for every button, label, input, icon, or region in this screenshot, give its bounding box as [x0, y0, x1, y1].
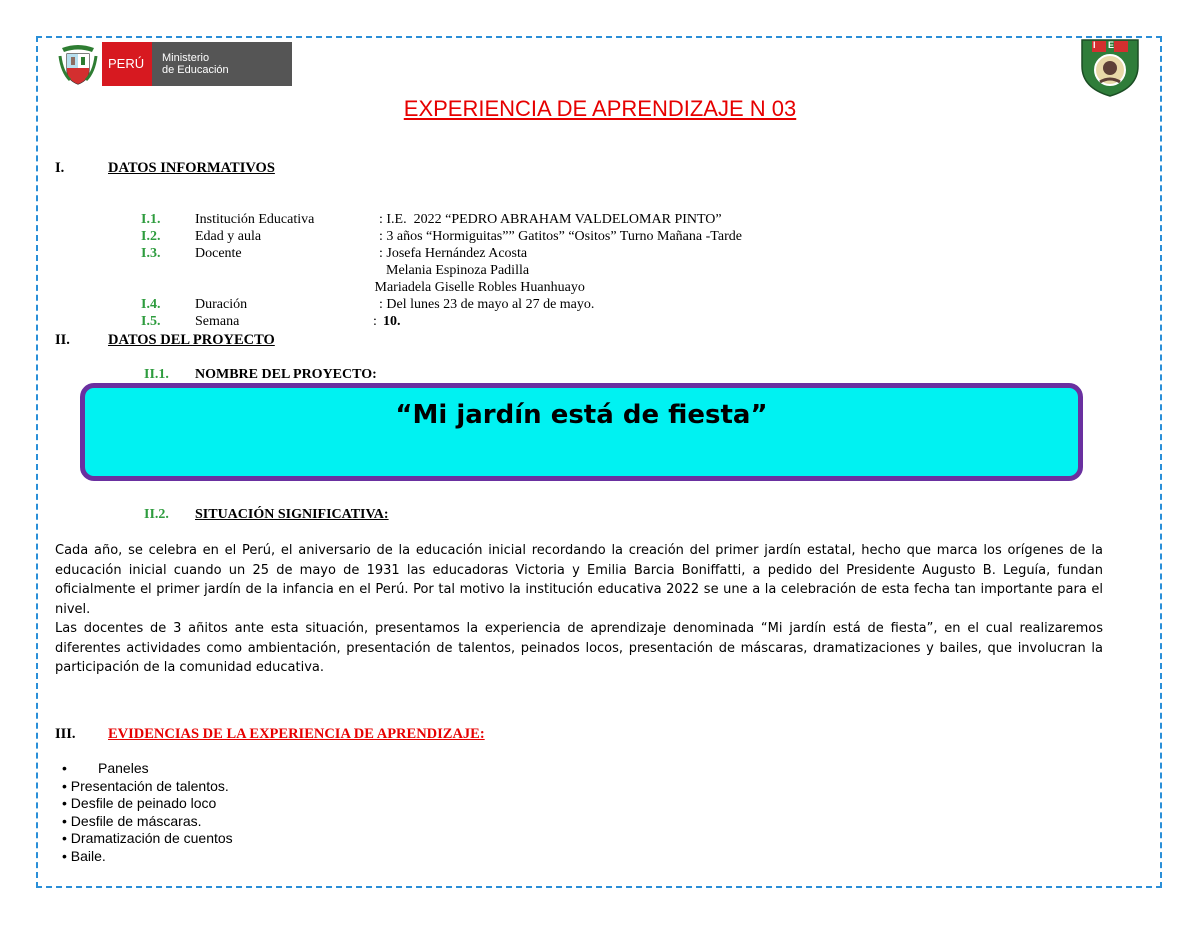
situacion-significativa-text	[55, 541, 1103, 678]
list-item: • Dramatización de cuentos	[62, 830, 233, 846]
info-row-label: Docente	[195, 246, 242, 261]
list-item: • Baile.	[62, 847, 106, 864]
section2-number: II.	[55, 332, 70, 348]
info-row-label: Institución Educativa	[195, 212, 315, 227]
info-row-value-prefix: :	[373, 314, 381, 329]
project-name: “Mi jardín está de fiesta”	[395, 400, 768, 430]
list-item: • Desfile de peinado loco	[62, 795, 217, 811]
info-row	[141, 245, 1041, 262]
list-item: • Desfile de máscaras.	[62, 812, 202, 829]
section1-number: I.	[55, 160, 65, 176]
info-row	[141, 228, 1041, 245]
section2-title: DATOS DEL PROYECTO	[108, 332, 275, 348]
subsection-number: II.1.	[144, 367, 169, 382]
page-title: EXPERIENCIA DE APRENDIZAJE N 03	[403, 96, 797, 121]
paragraph: Las docentes de 3 añitos ante esta situación, presentamos la experiencia de aprendizaje denominada “Mi jardín está de fiesta”, en el cual realizaremos diferentes actividades como ambientación, presentación de talentos, peinados locos, presentación de máscaras, dramatizaciones y bailes, que involucran la participación de la comunidad educativa.	[55, 621, 1103, 675]
info-row	[141, 313, 1041, 330]
project-name-box	[80, 383, 1083, 481]
ministry-logo	[58, 42, 292, 86]
info-row-number: I.4.	[141, 297, 161, 312]
info-row-value: 10.	[383, 314, 401, 329]
subsection-number: II.2.	[144, 507, 169, 522]
info-row-value: : I.E. 2022 “PEDRO ABRAHAM VALDELOMAR PINTO”	[379, 212, 722, 227]
section3-title: EVIDENCIAS DE LA EXPERIENCIA DE APRENDIZAJE:	[108, 726, 485, 742]
ministry-label-line1: Ministerio	[162, 52, 210, 64]
list-item: • Paneles	[62, 760, 149, 776]
info-row-value: Melania Espinoza Padilla	[379, 263, 530, 278]
info-row-value: : 3 años “Hormiguitas”” Gatitos” “Ositos” Turno Mañana -Tarde	[379, 229, 742, 244]
ministry-label-box	[152, 42, 292, 86]
subsection-title: NOMBRE DEL PROYECTO:	[195, 367, 377, 382]
info-row-label: Edad y aula	[195, 229, 262, 244]
section1-title: DATOS INFORMATIVOS	[108, 160, 275, 176]
info-row-number: I.1.	[141, 212, 161, 227]
list-item: • Presentación de talentos.	[62, 777, 229, 794]
info-row-label: Duración	[195, 297, 248, 312]
info-row	[141, 262, 1041, 279]
info-row	[141, 279, 1041, 296]
datos-informativos-list	[141, 211, 1041, 330]
school-logo-letters: I E	[1093, 40, 1115, 50]
ministry-label-line2: de Educación	[162, 64, 229, 76]
paragraph: Cada año, se celebra en el Perú, el aniversario de la educación inicial recordando la creación del primer jardín estatal, hecho que marca los orígenes de la educación inicial cuando un 25 de mayo de 1931 las educadoras Victoria y Emilia Barcia Boniffatti, a pedido del Presidente Augusto B. Leguía, fundan oficialmente el primer jardín de la infancia en el Perú. Por tal motivo la institución educativa 2022 se une a la celebración de esta fecha tan importante para el nivel.	[55, 543, 1103, 617]
info-row-number: I.2.	[141, 229, 161, 244]
info-row-value: : Del lunes 23 de mayo al 27 de mayo.	[379, 297, 595, 312]
peru-label: PERÚ	[108, 56, 145, 71]
peru-coat-of-arms-icon	[58, 42, 98, 86]
evidencias-list	[62, 760, 233, 865]
section3-number: III.	[55, 726, 76, 742]
info-row-number: I.5.	[141, 314, 161, 329]
info-row-label: Semana	[195, 314, 240, 329]
info-row-value: Mariadela Giselle Robles Huanhuayo	[371, 280, 585, 295]
subsection-title: SITUACIÓN SIGNIFICATIVA:	[195, 507, 389, 522]
info-row-value: : Josefa Hernández Acosta	[379, 246, 528, 261]
info-row-number: I.3.	[141, 246, 161, 261]
peru-label-box	[102, 42, 152, 86]
info-row	[141, 296, 1041, 313]
school-logo	[1080, 36, 1140, 98]
info-row	[141, 211, 1041, 228]
